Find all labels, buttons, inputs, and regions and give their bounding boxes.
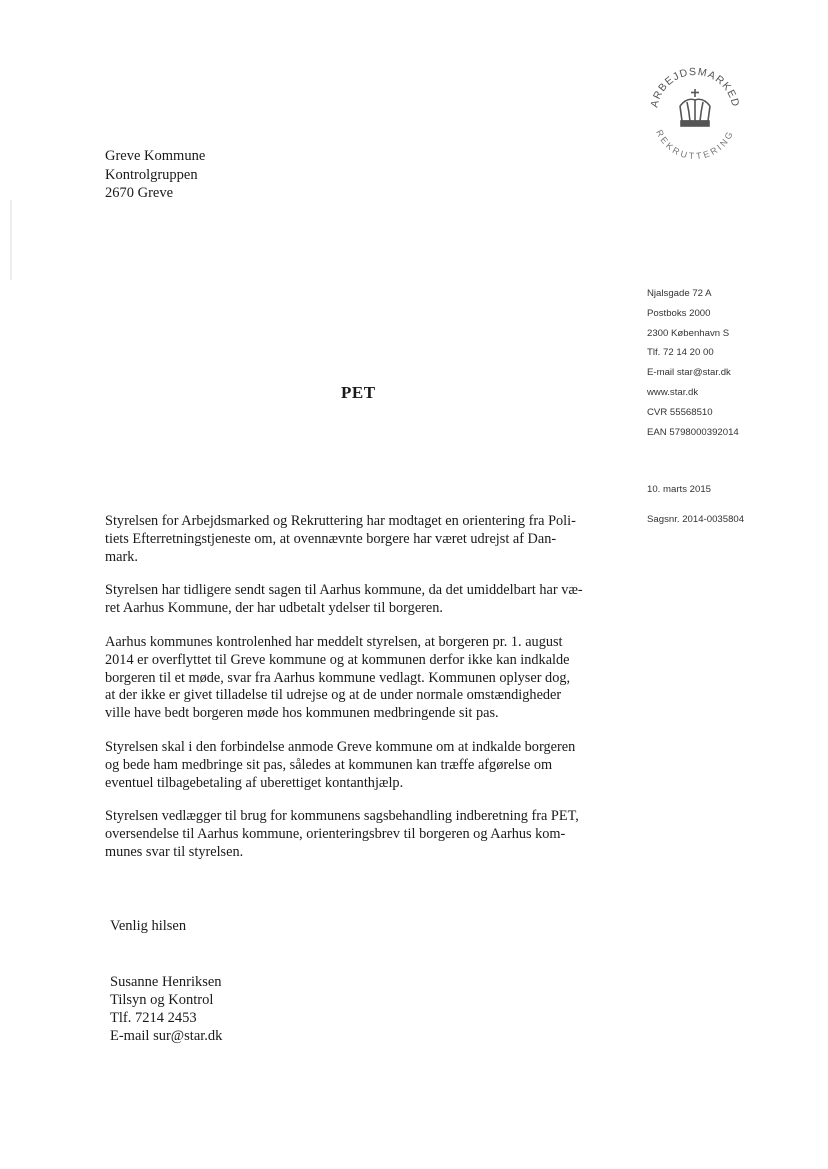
recipient-department: Kontrolgruppen <box>105 166 198 183</box>
body-paragraph <box>105 739 623 792</box>
sender-ean: EAN 5798000392014 <box>647 426 739 438</box>
body-paragraph <box>105 582 623 618</box>
sender-details <box>647 284 745 525</box>
scan-edge-artifact <box>10 200 12 280</box>
recipient-postcode: 2670 Greve <box>105 185 174 201</box>
sender-cvr: CVR 55568510 <box>647 406 713 418</box>
signature-department: Tilsyn og Kontrol <box>110 992 214 1008</box>
letter-subject: PET <box>341 383 376 402</box>
body-line: Styrelsen skal i den forbindelse anmode Greve kommune om at indkalde borgeren <box>105 738 576 755</box>
letter-closing: Venlig hilsen <box>110 918 187 934</box>
crown-icon <box>680 89 710 126</box>
body-line: at der ikke er givet tilladelse til udrejse og at de under normale omstændigheder <box>105 687 562 704</box>
signature-email: E-mail sur@star.dk <box>110 1028 223 1044</box>
logo-bottom-text: REKRUTTERING <box>654 128 736 162</box>
sender-pobox: Postboks 2000 <box>647 307 711 319</box>
body-line: 2014 er overflyttet til Greve kommune og at kommunen derfor ikke kan indkalde <box>105 651 570 668</box>
body-line: ville have bedt borgeren møde hos kommunen medbringende sit pas. <box>105 705 499 722</box>
body-paragraph <box>105 634 623 723</box>
letter-body <box>105 513 623 878</box>
sender-city: 2300 København S <box>647 327 730 339</box>
body-line: oversendelse til Aarhus kommune, orienteringsbrev til borgeren og Aarhus kom- <box>105 826 566 843</box>
letter-date: 10. marts 2015 <box>647 484 711 495</box>
body-line: mark. <box>105 548 138 565</box>
body-line: Styrelsen for Arbejdsmarked og Rekruttering har modtaget en orientering fra Poli- <box>105 513 576 529</box>
case-number: Sagsnr. 2014-0035804 <box>647 514 745 525</box>
recipient-name: Greve Kommune <box>105 148 206 164</box>
body-line: munes svar til styrelsen. <box>105 843 244 860</box>
logo-top-text: ARBEJDSMARKED <box>648 65 742 109</box>
body-line: tiets Efterretningstjeneste om, at ovennævnte borgere har været udrejst af Dan- <box>105 530 557 547</box>
body-paragraph <box>105 808 623 861</box>
signature-block <box>110 973 222 1045</box>
body-line: Aarhus kommunes kontrolenhed har meddelt styrelsen, at borgeren pr. 1. august <box>105 633 563 650</box>
sender-email: E-mail star@star.dk <box>647 367 731 379</box>
body-paragraph <box>105 513 623 566</box>
body-line: Styrelsen har tidligere sendt sagen til Aarhus kommune, da det umiddelbart har væ- <box>105 582 583 599</box>
signature-phone: Tlf. 7214 2453 <box>110 1010 197 1026</box>
body-line: ret Aarhus Kommune, der har udbetalt ydelser til borgeren. <box>105 600 443 617</box>
body-line: Styrelsen vedlægger til brug for kommunens sagsbehandling indberetning fra PET, <box>105 808 579 825</box>
body-line: eventuel tilbagebetaling af uberettiget kontanthjælp. <box>105 774 404 791</box>
sender-phone: Tlf. 72 14 20 00 <box>647 347 714 359</box>
body-line: og bede ham medbringe sit pas, således at kommunen kan træffe afgørelse om <box>105 756 553 773</box>
signature-name: Susanne Henriksen <box>110 974 222 990</box>
agency-logo <box>640 58 750 168</box>
body-line: borgeren til et møde, svar fra Aarhus kommune vedlagt. Kommunen oplyser dog, <box>105 669 571 686</box>
sender-street: Njalsgade 72 A <box>647 288 712 299</box>
sender-contact <box>647 284 739 442</box>
sender-web: www.star.dk <box>647 386 699 398</box>
recipient-address <box>105 147 205 203</box>
